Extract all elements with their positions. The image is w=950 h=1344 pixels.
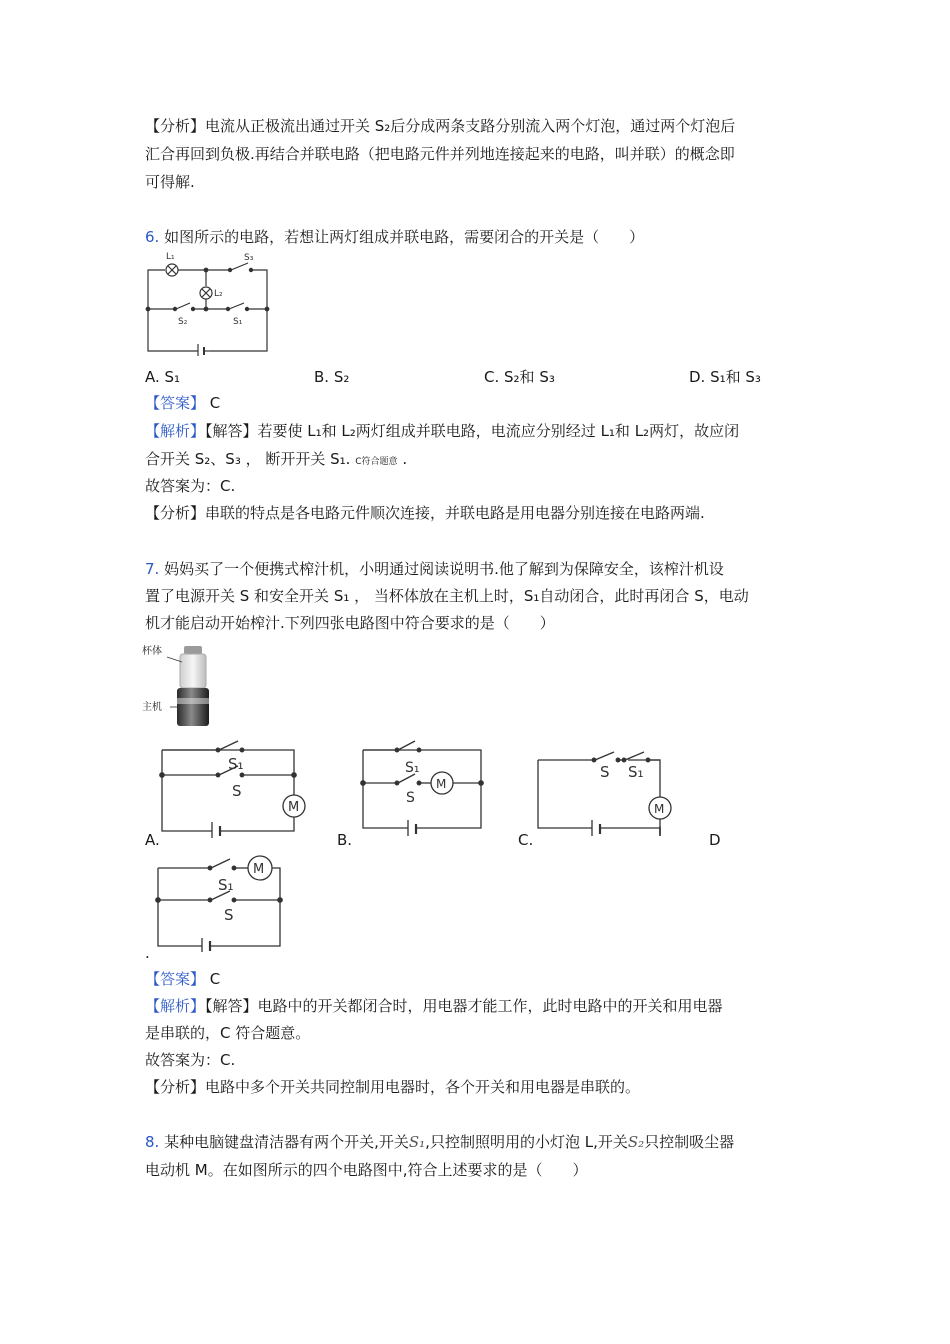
q6-label-s1: S₁ <box>233 317 243 327</box>
q6-answer-tag: 【答案】 <box>145 394 206 412</box>
q7d-motor-label: M <box>253 862 265 877</box>
q6-explain-text-1: 【解答】若要使 L₁和 L₂两灯组成并联电路，电流应分别经过 L₁和 L₂两灯，故应闭 <box>205 422 740 440</box>
q7-base <box>177 688 209 726</box>
q7-juicer-photo <box>140 640 225 732</box>
q7-option-d: D <box>709 831 721 849</box>
q7c-label-s: S <box>600 763 610 781</box>
q8-switch-s2: S₂ <box>627 1133 645 1151</box>
q8-text-c: 只控制吸尘器 <box>644 1133 735 1151</box>
q6-label-l2: L₂ <box>214 289 223 299</box>
q6-answer <box>145 392 220 414</box>
q8-number: 8. <box>145 1133 160 1151</box>
q7-answer-value: C <box>209 970 221 988</box>
q6-explain-line-2 <box>145 448 407 473</box>
q6-label-l1: L₁ <box>166 252 175 262</box>
q7d-label-s: S <box>224 906 234 924</box>
q6-explain-text-2: 合开关 S₂、S₃ ， 断开开关 S₁. <box>145 450 351 468</box>
q5-analysis-line-1: 【分析】电流从正极流出通过开关 S₂后分成两条支路分别流入两个灯泡，通过两个灯泡后 <box>145 117 736 135</box>
q7-analysis: 【分析】电路中多个开关共同控制用电器时，各个开关和用电器是串联的。 <box>145 1078 641 1096</box>
q7-explain-tag: 【解析】 <box>145 997 206 1015</box>
q8-text-a: 某种电脑键盘清洁器有两个开关,开关 <box>164 1133 409 1151</box>
q7-explain-text-1: 【解答】电路中的开关都闭合时，用电器才能工作，此时电路中的开关和用电器 <box>205 997 723 1015</box>
q7-photo-label-base: 主机 <box>142 702 162 713</box>
q6-explain-line-1 <box>145 420 739 442</box>
q7c-label-s1: S₁ <box>628 763 644 781</box>
q6-explain-end: . <box>402 450 408 468</box>
q7-result: 故答案为：C. <box>145 1051 236 1069</box>
q7b-label-s1: S₁ <box>405 760 420 776</box>
q5-analysis-line-2: 汇合再回到负极.再结合并联电路（把电路元件并列地连接起来的电路，叫并联）的概念即 <box>145 145 735 163</box>
q6-result: 故答案为：C. <box>145 477 236 495</box>
q7-circuit-c <box>532 742 682 838</box>
q7-circuit-d <box>150 852 290 952</box>
q6-circuit-diagram <box>140 248 280 356</box>
q7b-motor-label: M <box>436 777 447 791</box>
q8-switch-s1: S₁ <box>408 1133 426 1151</box>
q6-stem <box>145 226 644 248</box>
q7a-label-s: S <box>232 782 242 800</box>
q7a-label-s1: S₁ <box>228 755 244 773</box>
q7d-label-s1: S₁ <box>218 876 234 894</box>
q7-photo-label-cup: 杯体 <box>142 646 162 657</box>
q7-option-c: C. <box>518 831 534 849</box>
q7-circuit-a <box>152 738 312 838</box>
q7-cup <box>180 654 206 688</box>
q5-analysis-line-3: 可得解. <box>145 173 195 191</box>
q7-stem-line-2: 置了电源开关 S 和安全开关 S₁ ， 当杯体放在主机上时，S₁自动闭合，此时再闭合 S，电动 <box>145 587 749 605</box>
q7-stem-line-1 <box>145 558 724 580</box>
q6-option-d: D. S₁和 S₃ <box>689 368 761 386</box>
q7-explain-line-2: 是串联的，C 符合题意。 <box>145 1024 311 1042</box>
q7c-motor-label: M <box>654 802 665 816</box>
q7-option-b: B. <box>337 831 353 849</box>
q6-option-b: B. S₂ <box>314 368 350 386</box>
q6-number: 6. <box>145 228 160 246</box>
q6-label-s3: S₃ <box>244 253 254 263</box>
q6-option-a: A. S₁ <box>145 368 181 386</box>
q6-stem-text: 如图所示的电路，若想让两灯组成并联电路，需要闭合的开关是（ ） <box>164 228 645 246</box>
q7a-motor-label: M <box>288 800 300 815</box>
q7-stem-line-3: 机才能启动开始榨汁.下列四张电路图中符合要求的是（ ） <box>145 614 555 632</box>
q7-option-a: A. <box>145 831 160 849</box>
q6-analysis: 【分析】串联的特点是各电路元件顺次连接，并联电路是用电器分别连接在电路两端. <box>145 504 705 522</box>
q7-option-d-trail: . <box>145 944 150 962</box>
q7-cup-lid <box>184 646 202 654</box>
q7-explain-line-1 <box>145 995 723 1017</box>
q6-answer-value: C <box>209 394 221 412</box>
q6-label-s2: S₂ <box>178 317 188 327</box>
q7-stem-text-1: 妈妈买了一个便携式榨汁机，小明通过阅读说明书.他了解到为保障安全，该榨汁机设 <box>164 560 724 578</box>
q7-answer-tag: 【答案】 <box>145 970 206 988</box>
q6-explain-small: C符合题意 <box>355 457 398 467</box>
q7-number: 7. <box>145 560 160 578</box>
q7b-label-s: S <box>406 790 415 806</box>
q6-explain-tag: 【解析】 <box>145 422 206 440</box>
q6-option-c: C. S₂和 S₃ <box>484 368 555 386</box>
q8-stem-line-2: 电动机 M。在如图所示的四个电路图中,符合上述要求的是（ ） <box>145 1161 588 1179</box>
q7-circuit-b <box>353 738 493 838</box>
q8-text-b: ,只控制照明用的小灯泡 L,开关 <box>425 1133 628 1151</box>
q8-stem-line-1 <box>145 1131 734 1153</box>
q7-answer <box>145 968 220 990</box>
